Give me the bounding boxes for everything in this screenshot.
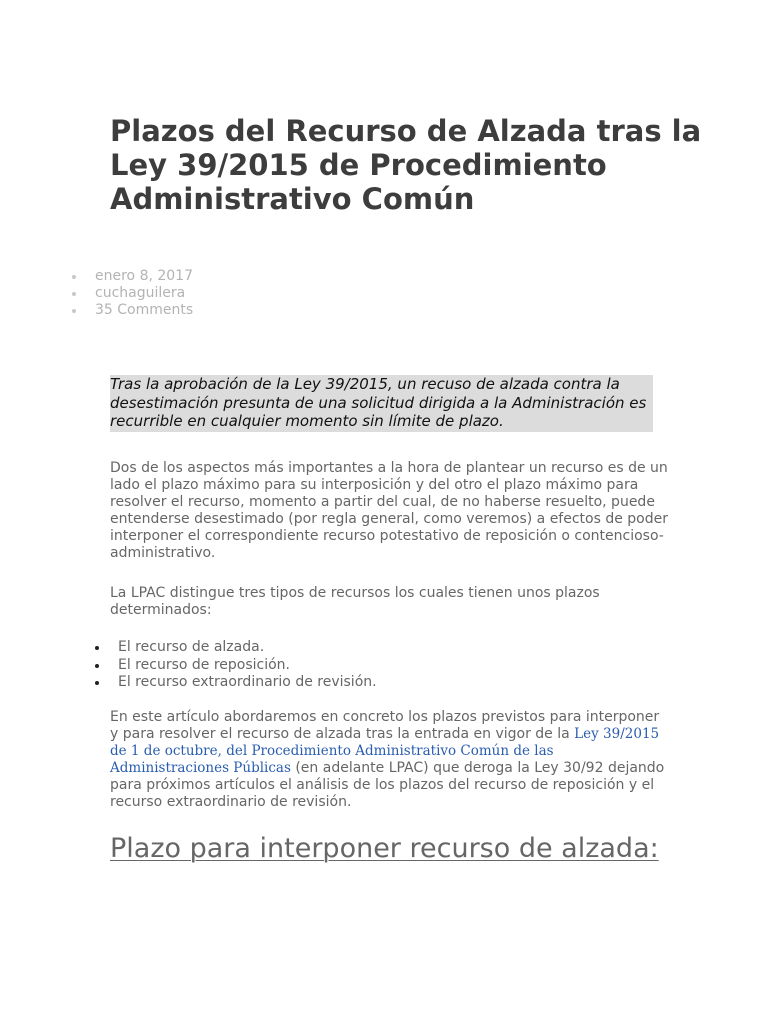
ley-39-2015-link[interactable]: Ley 39/2015 de 1 de octubre, del Procedimiento Administrativo Común de las Administraciones Públicas (110, 726, 660, 776)
post-comments-link[interactable]: 35 Comments (64, 302, 193, 319)
section-heading: Plazo para interponer recurso de alzada: (110, 833, 659, 864)
lead-summary: Tras la aprobación de la Ley 39/2015, un recuso de alzada contra la desestimación presunta de una solicitud dirigida a la Administración es recurrible en cualquier momento sin límite de plazo. (110, 375, 653, 432)
paragraph-scope-text-start: En este artículo abordaremos en concreto los plazos previstos para interponer y para resolver el recurso de alzada tras la entrada en vigor de la (110, 709, 660, 742)
paragraph-scope (110, 709, 670, 811)
paragraph-scope-text-end: (en adelante LPAC) que deroga la Ley 30/92 dejando para próximos artículos el análisis de los plazos del recurso de reposición y el recurso extraordinario de revisión. (110, 760, 665, 810)
article-title: Plazos del Recurso de Alzada tras la Ley 39/2015 de Procedimiento Administrativo Común (110, 114, 702, 216)
list-item: El recurso de alzada. (90, 639, 377, 657)
post-author[interactable]: cuchaguilera (64, 285, 193, 302)
list-item: El recurso extraordinario de revisión. (90, 674, 377, 692)
post-date[interactable]: enero 8, 2017 (64, 268, 193, 285)
recursos-list (90, 639, 377, 692)
paragraph-intro: Dos de los aspectos más importantes a la hora de plantear un recurso es de un lado el plazo máximo para su interposición y del otro el plazo máximo para resolver el recurso, momento a partir del cual, de no haberse resuelto, puede entenderse desestimado (por regla general, como veremos) a efectos de poder interponer el correspondiente recurso potestativo de reposición o contencioso-administrativo. (110, 460, 668, 561)
paragraph-types: La LPAC distingue tres tipos de recursos los cuales tienen unos plazos determinados: (110, 585, 600, 618)
post-meta (64, 268, 193, 319)
list-item: El recurso de reposición. (90, 657, 377, 675)
